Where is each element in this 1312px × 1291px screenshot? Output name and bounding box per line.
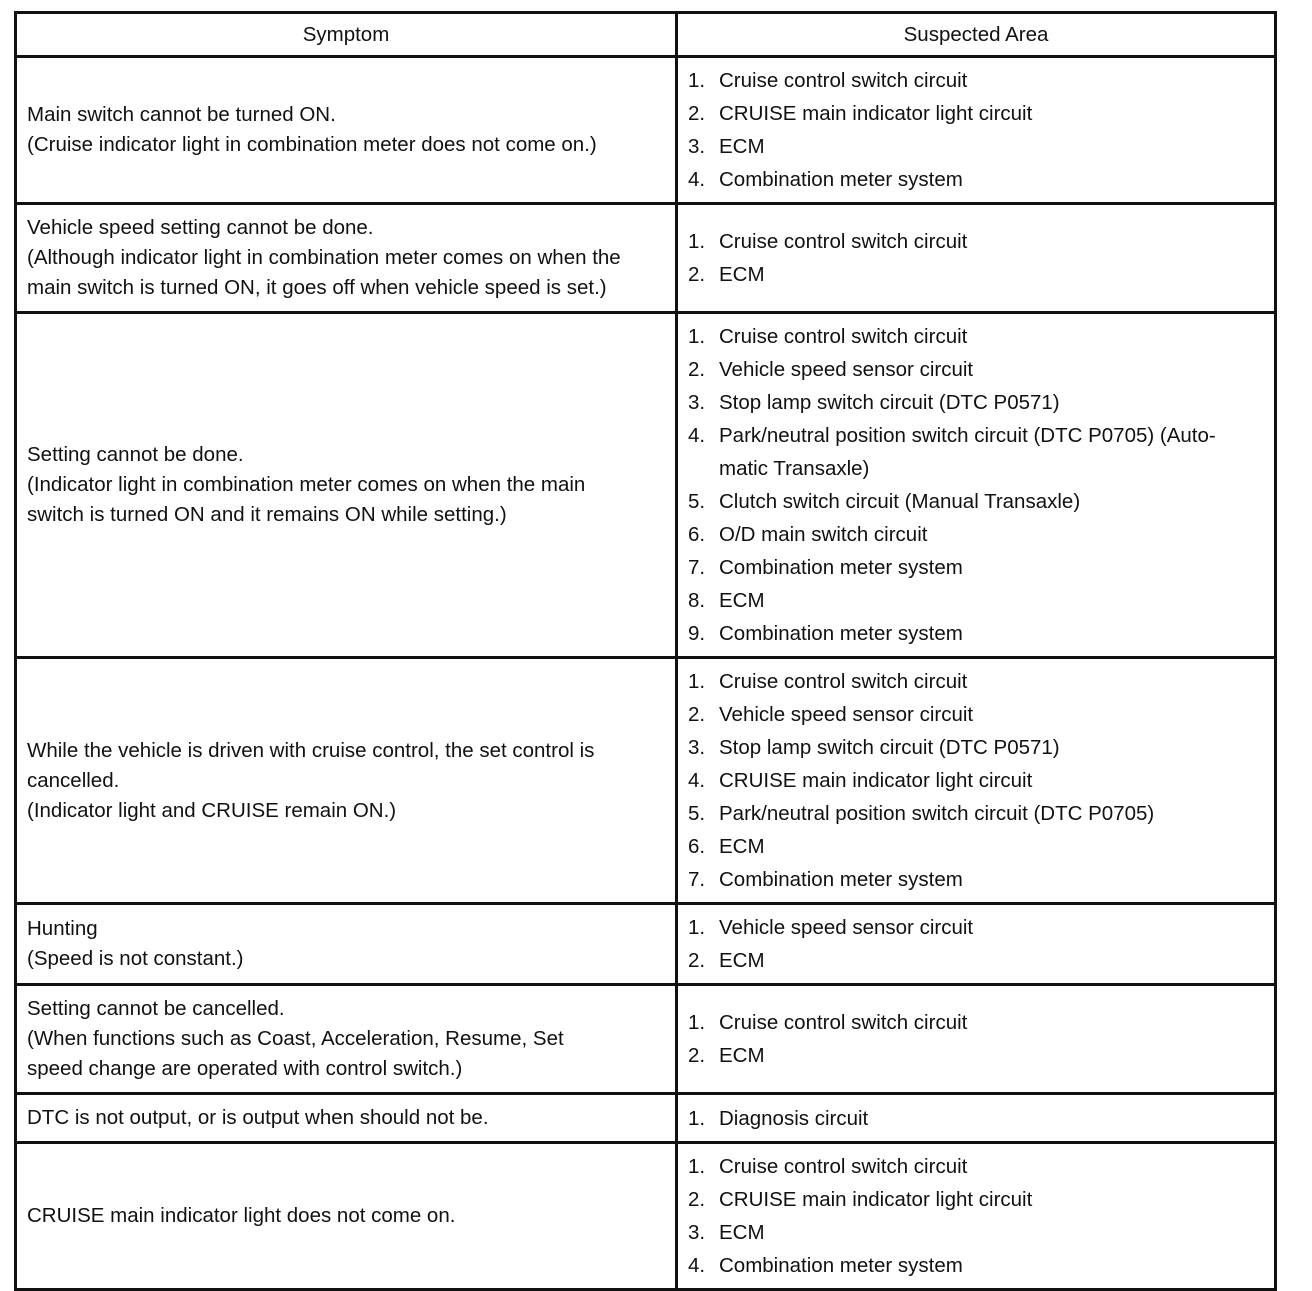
suspected-area-cell [677,57,1276,204]
list-item [688,764,1264,797]
list-item-text: Cruise control switch circuit [719,1155,968,1178]
list-item-number: 2. [688,1044,706,1067]
list-item-number: 4. [688,769,706,792]
list-item-number: 6. [688,523,706,546]
list-item-text: CRUISE main indicator light circuit [719,1188,1033,1211]
list-item-text: Cruise control switch circuit [719,670,968,693]
list-item-number: 3. [688,135,706,158]
list-item-text: ECM [719,949,765,972]
symptom-table [14,11,1277,1291]
list-item [688,863,1264,896]
symptom-text-line: main switch is turned ON, it goes off when vehicle speed is set.) [27,276,607,299]
list-item-text: Combination meter system [719,868,963,891]
list-item [688,551,1264,584]
list-item [688,1183,1264,1216]
symptom-text-line: (Speed is not constant.) [27,947,244,970]
symptom-cell [16,1143,677,1290]
symptom-text-line: (When functions such as Coast, Acceleration, Resume, Set [27,1027,564,1050]
list-item [688,258,1264,291]
list-item [688,485,1264,518]
symptom-cell [16,904,677,985]
list-item [688,1039,1264,1072]
list-item-number: 6. [688,835,706,858]
suspected-area-cell [677,1094,1276,1143]
list-item-text: CRUISE main indicator light circuit [719,102,1033,125]
list-item-number: 2. [688,263,706,286]
list-item [688,320,1264,353]
list-item-number: 4. [688,168,706,191]
list-item-text: Stop lamp switch circuit (DTC P0571) [719,391,1060,414]
list-item-text: ECM [719,1221,765,1244]
list-item [688,1249,1264,1282]
table-body [16,57,1276,1290]
list-item-text: ECM [719,835,765,858]
list-item [688,1102,1264,1135]
list-item-text: ECM [719,589,765,612]
list-item [688,1216,1264,1249]
suspected-area-cell [677,204,1276,313]
list-item-number: 4. [688,1254,706,1277]
list-item [688,225,1264,258]
symptom-text-line: While the vehicle is driven with cruise control, the set control is [27,738,595,762]
list-item [688,698,1264,731]
list-item [688,419,1264,485]
list-item-number: 1. [688,69,706,92]
symptom-text-line: cancelled. [27,768,120,792]
list-item-text: ECM [719,263,765,286]
suspected-area-cell [677,313,1276,658]
symptom-text-line: Main switch cannot be turned ON. [27,103,336,126]
list-item-text: Cruise control switch circuit [719,325,968,348]
header-row [16,13,1276,57]
list-item [688,97,1264,130]
symptom-text-line: DTC is not output, or is output when should not be. [27,1106,489,1129]
list-item-number: 3. [688,1221,706,1244]
list-item-number: 5. [688,490,706,513]
list-item-number: 1. [688,1106,706,1130]
suspected-area-cell [677,658,1276,904]
list-item [688,797,1264,830]
suspected-area-list [688,911,1264,977]
table-row [16,1094,1276,1143]
suspected-area-list [688,665,1264,896]
suspected-area-list [688,320,1264,650]
list-item-number: 1. [688,916,706,939]
symptom-cell [16,1094,677,1143]
list-item [688,163,1264,196]
symptom-text-line: Hunting [27,917,98,940]
list-item [688,1150,1264,1183]
list-item [688,617,1264,650]
list-item-text: Diagnosis circuit [719,1106,869,1130]
list-item-text: ECM [719,135,765,158]
list-item-number: 2. [688,358,706,381]
header-suspected-area: Suspected Area [677,13,1276,57]
list-item [688,130,1264,163]
list-item-number: 1. [688,230,706,253]
list-item-number: 2. [688,102,706,125]
suspected-area-list [688,1150,1264,1282]
list-item-text: CRUISE main indicator light circuit [719,769,1033,792]
list-item-number: 1. [688,1155,706,1178]
symptom-text-line: (Indicator light and CRUISE remain ON.) [27,798,397,822]
list-item-number: 1. [688,325,706,348]
list-item [688,353,1264,386]
list-item-text: Park/neutral position switch circuit (DTC P0705) (Auto-matic Transaxle) [719,424,1216,480]
list-item-text: Clutch switch circuit (Manual Transaxle) [719,490,1081,513]
suspected-area-list [688,64,1264,196]
list-item [688,911,1264,944]
list-item-number: 3. [688,736,706,759]
table-row [16,57,1276,204]
list-item-text: Combination meter system [719,168,963,191]
symptom-text-line: CRUISE main indicator light does not come on. [27,1204,456,1227]
list-item [688,830,1264,863]
symptom-text-line: speed change are operated with control switch.) [27,1057,463,1080]
header-symptom: Symptom [16,13,677,57]
symptom-text-line: Setting cannot be done. [27,443,244,466]
list-item-text: Combination meter system [719,1254,963,1277]
list-item-text: ECM [719,1044,765,1067]
list-item-number: 9. [688,622,706,645]
list-item [688,1006,1264,1039]
list-item-text: Cruise control switch circuit [719,230,968,253]
list-item [688,64,1264,97]
list-item-text: Vehicle speed sensor circuit [719,703,974,726]
list-item-number: 8. [688,589,706,612]
list-item-number: 1. [688,1011,706,1034]
symptom-cell [16,204,677,313]
list-item [688,584,1264,617]
list-item [688,386,1264,419]
symptom-text-line: (Cruise indicator light in combination meter does not come on.) [27,133,597,156]
symptom-text-line: Setting cannot be cancelled. [27,997,285,1020]
symptom-text-line: switch is turned ON and it remains ON while setting.) [27,503,507,526]
list-item-text: Combination meter system [719,622,963,645]
symptom-text-line: (Although indicator light in combination meter comes on when the [27,246,621,269]
list-item [688,665,1264,698]
list-item [688,731,1264,764]
symptom-cell [16,57,677,204]
list-item-text: Stop lamp switch circuit (DTC P0571) [719,736,1060,759]
suspected-area-cell [677,904,1276,985]
list-item-number: 4. [688,424,706,447]
table-row [16,313,1276,658]
list-item-text: Combination meter system [719,556,963,579]
list-item-number: 5. [688,802,706,825]
suspected-area-cell [677,1143,1276,1290]
table-row [16,1143,1276,1290]
list-item-text: Cruise control switch circuit [719,1011,968,1034]
list-item-text: O/D main switch circuit [719,523,928,546]
list-item-number: 2. [688,1188,706,1211]
symptom-cell [16,985,677,1094]
list-item-text: Vehicle speed sensor circuit [719,916,974,939]
suspected-area-list [688,1102,1264,1135]
list-item-number: 3. [688,391,706,414]
table-row [16,904,1276,985]
list-item-text: Cruise control switch circuit [719,69,968,92]
list-item-number: 2. [688,703,706,726]
symptom-text-line: (Indicator light in combination meter comes on when the main [27,473,586,496]
table-row [16,658,1276,904]
list-item-number: 1. [688,670,706,693]
symptom-cell [16,313,677,658]
list-item [688,944,1264,977]
suspected-area-list [688,225,1264,291]
list-item-text: Vehicle speed sensor circuit [719,358,974,381]
list-item-number: 7. [688,556,706,579]
table-row [16,985,1276,1094]
symptom-cell [16,658,677,904]
list-item-number: 7. [688,868,706,891]
suspected-area-list [688,1006,1264,1072]
list-item [688,518,1264,551]
suspected-area-cell [677,985,1276,1094]
table-row [16,204,1276,313]
list-item-text: Park/neutral position switch circuit (DTC P0705) [719,802,1155,825]
symptom-text-line: Vehicle speed setting cannot be done. [27,216,374,239]
list-item-number: 2. [688,949,706,972]
